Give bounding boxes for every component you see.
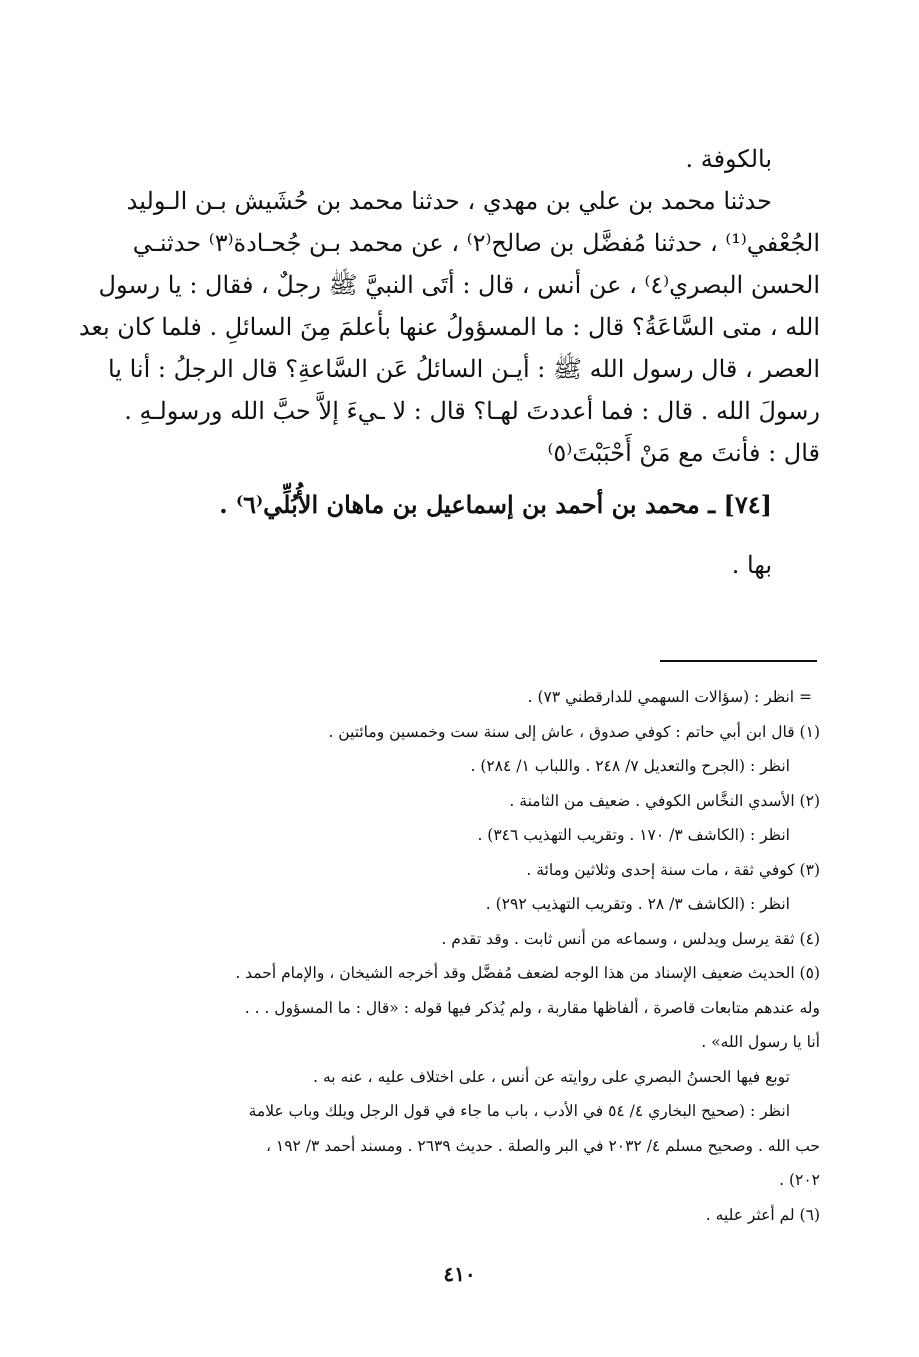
hadith-paragraph <box>78 180 820 474</box>
hadith-line: العصر ، قال رسول الله ﷺ : أيـن السائلُ عَن السَّاعةِ؟ قال الرجلُ : أنا يا <box>107 355 820 383</box>
page-number: ٤١٠ <box>443 1262 476 1286</box>
footnote-line: أنا يا رسول الله» . <box>701 1033 820 1051</box>
opening-line: بالكوفة . <box>685 145 772 173</box>
footnote-line: انظر : (الجرح والتعديل ٧/ ٢٤٨ . واللباب ١/ ٢٨٤) . <box>470 757 790 775</box>
footnote-line: (٤) ثقة يرسل ويدلس ، وسماعه من أنس ثابت . وقد تقدم . <box>441 929 820 948</box>
hadith-line: الحسن البصري⁽٤⁾ ، عن أنس ، قال : أتَى النبيَّ ﷺ رجلٌ ، فقال : يا رسول <box>98 271 820 299</box>
hadith-line: رسولَ الله . قال : فما أعددتَ لهـا؟ قال : لا ـيءَ إلاَّ حبَّ الله ورسولـهِ . <box>124 397 820 425</box>
footnote-line: (٢) الأسدي النخَّاس الكوفي . ضعيف من الثامنة . <box>509 791 820 810</box>
footnotes <box>100 680 820 1232</box>
footnote-divider <box>660 660 817 662</box>
footnote-line: توبع فيها الحسنُ البصري على روايته عن أنس ، على اختلاف عليه ، عنه به . <box>313 1067 790 1086</box>
footnote-line: (١) قال ابن أبي حاتم : كوفي صدوق ، عاش إلى سنة ست وخمسين ومائتين . <box>328 722 820 741</box>
footnote-line: حب الله . وصحيح مسلم ٤/ ٢٠٣٢ في البر والصلة . حديث ٢٦٣٩ . ومسند أحمد ٣/ ١٩٢ ، <box>265 1136 820 1155</box>
entry-text: بها . <box>731 551 772 579</box>
footnote-line: (٣) كوفي ثقة ، مات سنة إحدى وثلاثين ومائة . <box>526 860 820 879</box>
footnote-line: (٦) لم أعثر عليه . <box>705 1205 820 1224</box>
footnote-line: انظر : (الكاشف ٣/ ٢٨ . وتقريب التهذيب ٢٩٢) . <box>485 895 790 913</box>
footnote-line: وله عندهم متابعات قاصرة ، ألفاظها مقاربة ، ولم يُذكر فيها قوله : «قال : ما المسؤول . . . <box>244 998 820 1017</box>
footnote-line: انظر : (صحيح البخاري ٤/ ٥٤ في الأدب ، باب ما جاء في قول الرجل ويلك وباب علامة <box>248 1102 790 1120</box>
footnote-line: انظر : (الكاشف ٣/ ١٧٠ . وتقريب التهذيب ٣٤٦) . <box>477 826 790 844</box>
footnote-line: (٥) الحديث ضعيف الإسناد من هذا الوجه لضعف مُفضَّل وقد أخرجه الشيخان ، والإمام أحمد . <box>235 964 820 982</box>
hadith-line: الجُعْفي⁽¹⁾ ، حدثنا مُفضَّل بن صالح⁽٢⁾ ، عن محمد بـن جُحـادة⁽٣⁾ حدثنـي <box>132 229 820 257</box>
hadith-line: قال : فأنتَ مع مَنْ أَحْبَبْتَ⁽٥⁾ <box>547 439 820 467</box>
spacer <box>100 526 820 544</box>
main-text <box>78 138 820 586</box>
entry-heading: [٧٤] ـ محمد بن أحمد بن إسماعيل بن ماهان الأُبُلِّي⁽٦⁾ . <box>219 490 772 519</box>
hadith-line: حدثنا محمد بن علي بن مهدي ، حدثنا محمد بن حُشَيش بـن الـوليد <box>126 187 772 215</box>
hadith-line: الله ، متى السَّاعَةُ؟ قال : ما المسؤولُ عنها بأعلمَ مِنَ السائلِ . فلما كان بعد <box>78 313 820 341</box>
footnote-line: ٢٠٢) . <box>779 1171 820 1189</box>
footnote-line: = انظر : (سؤالات السهمي للدارقطني ٧٣) . <box>527 688 812 706</box>
